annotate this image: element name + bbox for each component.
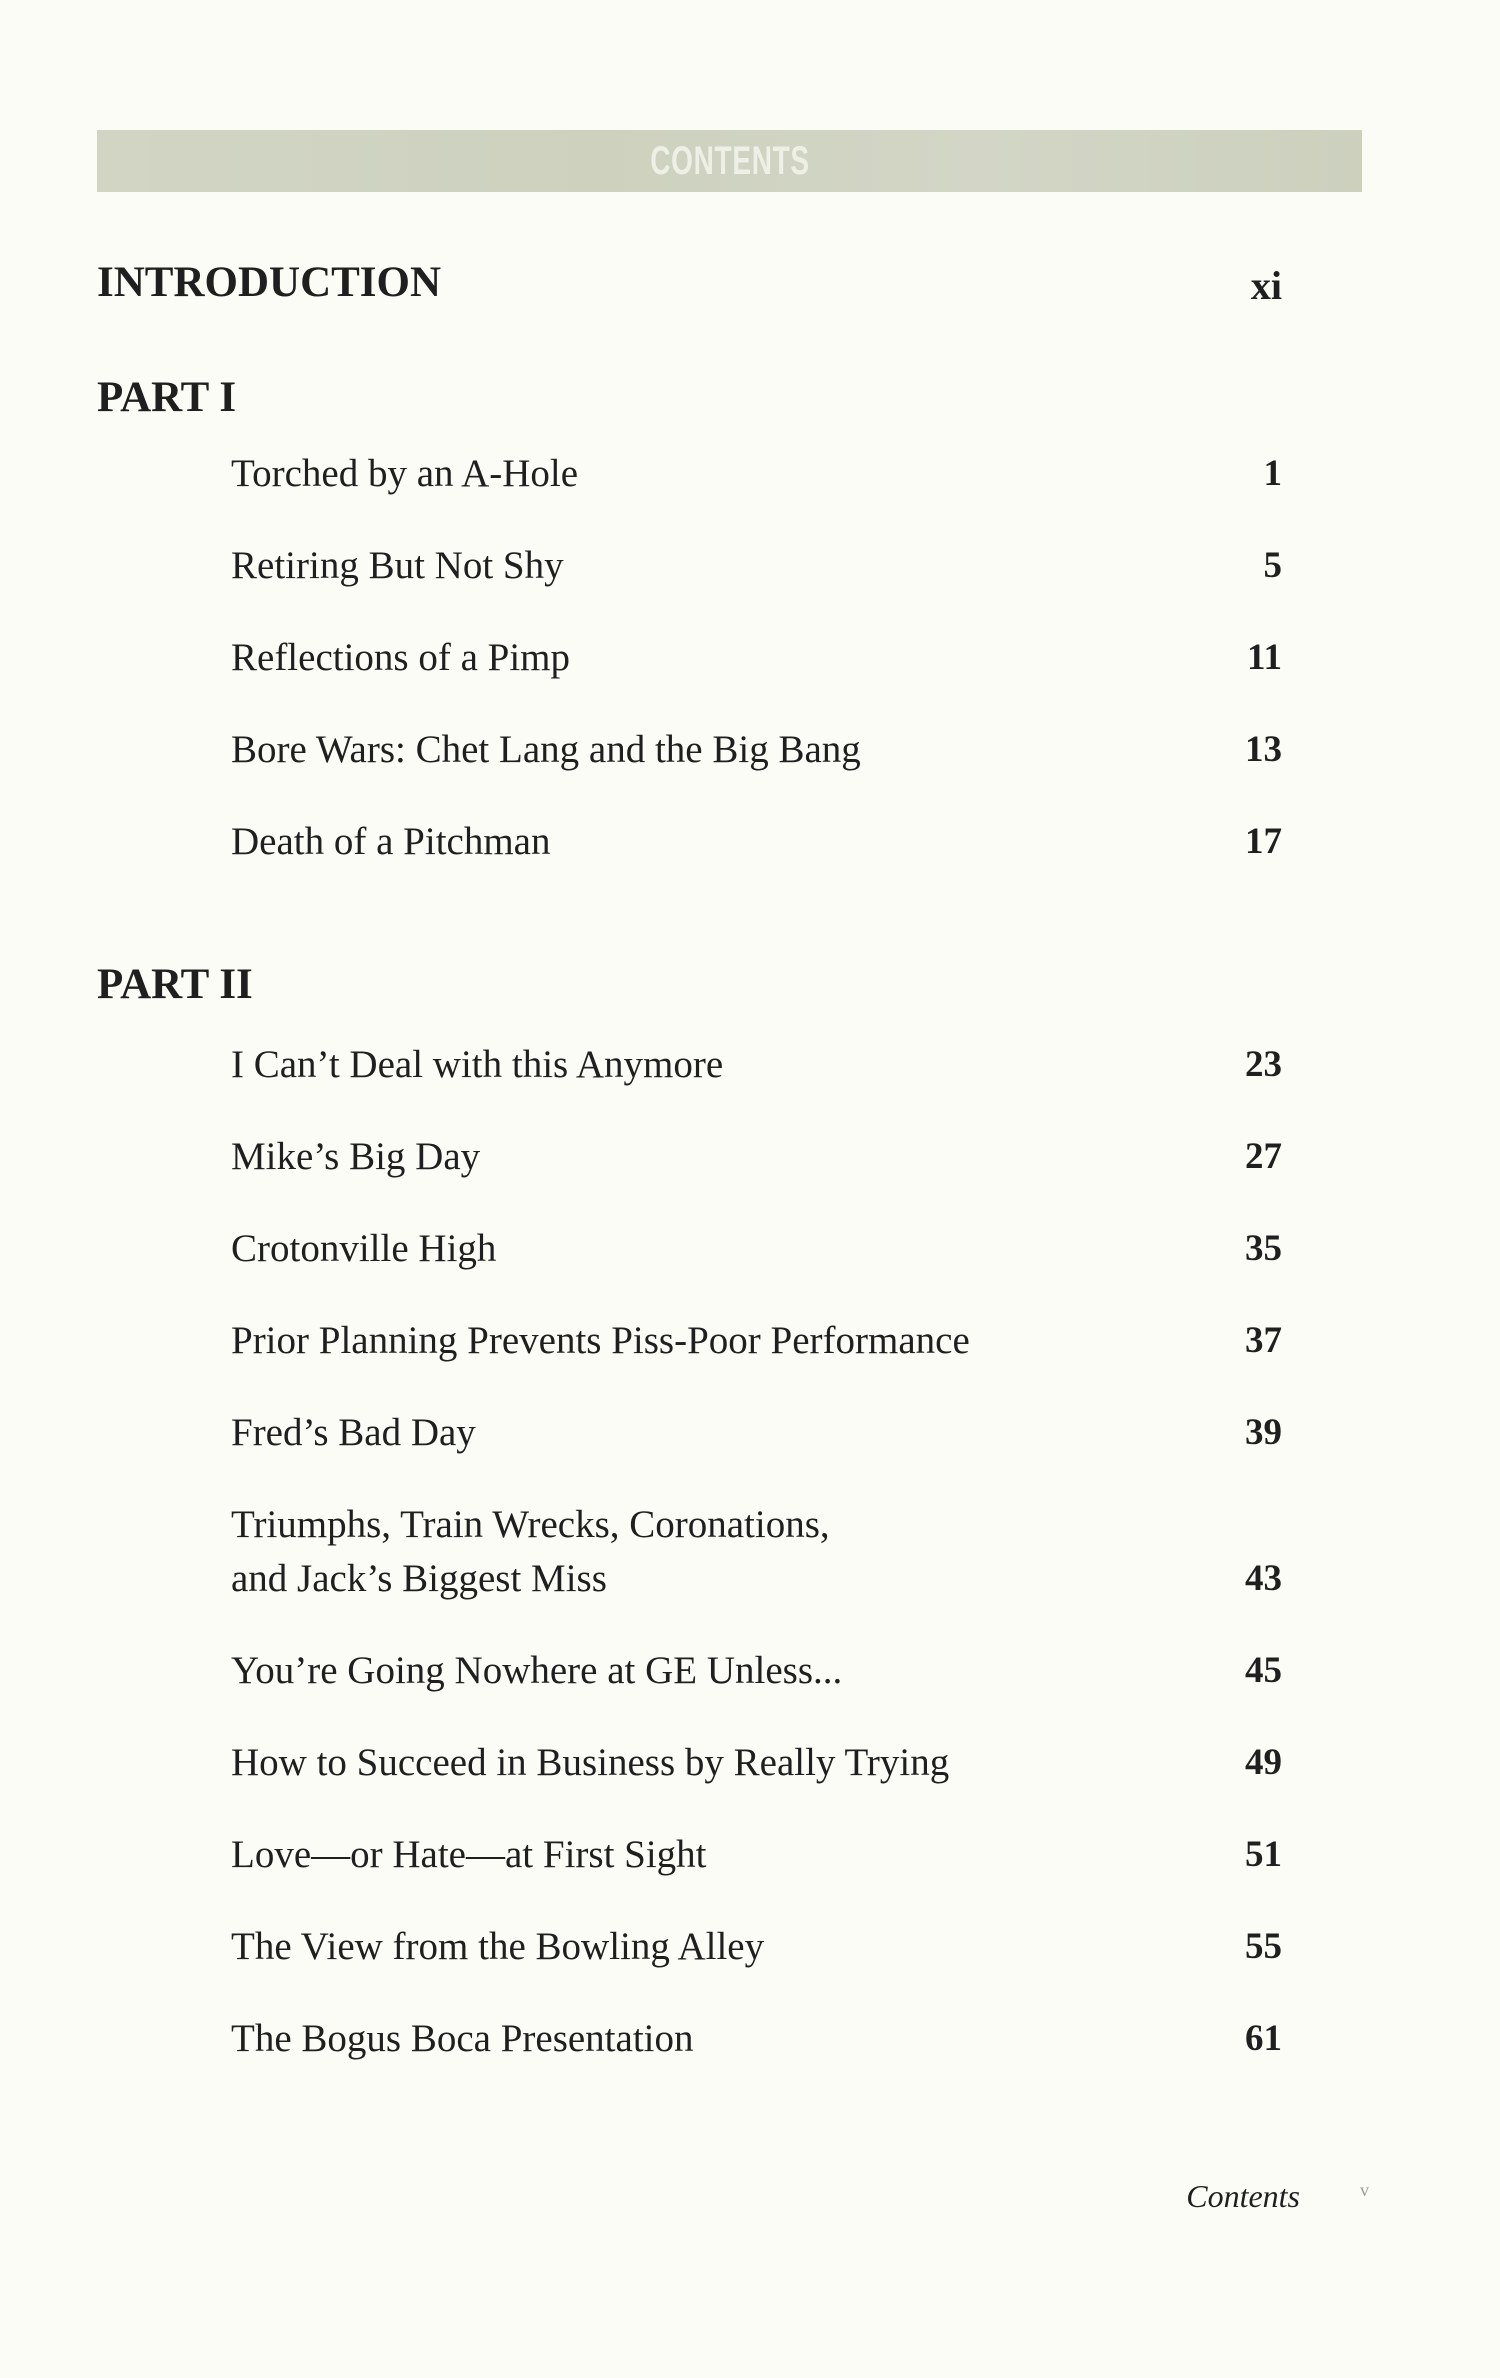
toc-entry-page: 43 (1245, 1558, 1282, 1599)
toc-entry-title: Bore Wars: Chet Lang and the Big Bang (231, 728, 861, 771)
toc-entry-title: Mike’s Big Day (231, 1135, 481, 1178)
toc-entry-page: 27 (1245, 1136, 1282, 1177)
toc-entry-page: 39 (1245, 1412, 1282, 1453)
toc-entry-page: 55 (1245, 1926, 1282, 1967)
toc-entry-title: I Can’t Deal with this Anymore (231, 1043, 724, 1086)
introduction-page: xi (1250, 263, 1282, 308)
toc-entry-title: Love—or Hate—at First Sight (231, 1833, 707, 1876)
introduction-label: INTRODUCTION (97, 259, 442, 306)
toc-entry-page: 13 (1245, 729, 1282, 770)
toc-entry-page: 45 (1245, 1650, 1282, 1691)
toc-entry-page: 35 (1245, 1228, 1282, 1269)
toc-entry-page: 17 (1245, 821, 1282, 862)
toc-entry-title: Retiring But Not Shy (231, 544, 564, 587)
toc-entry-title-line-2: and Jack’s Biggest Miss (231, 1557, 607, 1600)
toc-entry-title: The Bogus Boca Presentation (231, 2017, 694, 2060)
toc-entry-title: Prior Planning Prevents Piss-Poor Performance (231, 1319, 970, 1362)
toc-entry-title-line-1: Triumphs, Train Wrecks, Coronations, (231, 1503, 830, 1546)
toc-entry-page: 61 (1245, 2018, 1282, 2059)
toc-entry-title: Fred’s Bad Day (231, 1411, 476, 1454)
toc-entry-title: How to Succeed in Business by Really Trying (231, 1741, 950, 1784)
toc-entry-title: Death of a Pitchman (231, 820, 551, 863)
toc-entry-page: 1 (1263, 453, 1282, 494)
contents-title: CONTENTS (649, 139, 810, 183)
toc-entry-page: 11 (1247, 637, 1282, 678)
toc-entry-title: Reflections of a Pimp (231, 636, 571, 679)
page-folio: v (1360, 2180, 1369, 2200)
part-2-label: PART II (97, 961, 253, 1008)
toc-entry-title: The View from the Bowling Alley (231, 1925, 765, 1968)
toc-entry-title: Crotonville High (231, 1227, 497, 1270)
toc-entry-page: 5 (1263, 545, 1282, 586)
toc-entry-page: 49 (1245, 1742, 1282, 1783)
toc-entry-page: 37 (1245, 1320, 1282, 1361)
running-head: Contents (1186, 2178, 1300, 2214)
contents-banner (97, 130, 1362, 192)
toc-entry-title: Torched by an A-Hole (231, 452, 579, 495)
toc-entry-title: You’re Going Nowhere at GE Unless... (231, 1649, 843, 1692)
toc-entry-page: 51 (1245, 1834, 1282, 1875)
part-1-label: PART I (97, 374, 237, 421)
toc-entry-page: 23 (1245, 1044, 1282, 1085)
